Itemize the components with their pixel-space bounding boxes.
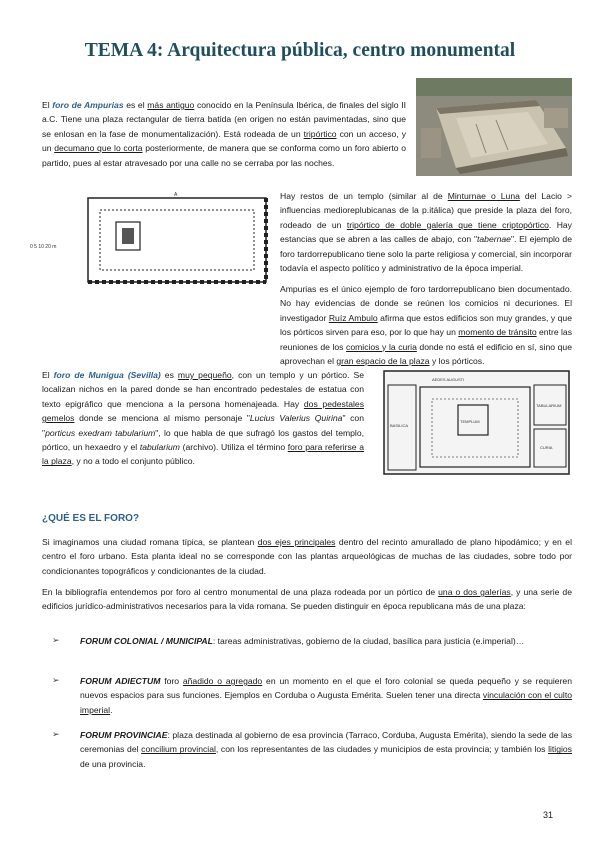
plan2-label-d: TEMPLUM: [460, 419, 480, 424]
page-number: 31: [543, 810, 554, 820]
munigua-forum-plan: [380, 365, 573, 478]
plan2-label-c: CURIA: [540, 445, 553, 450]
paragraph-foro-definition: En la bibliografía entendemos por foro al centro monumental de una plaza rodeada por un pórtico de una o dos galerías, y una serie de edificios jurídico-administrativos necesarios para la vida romana. Se pueden distinguir en época republicana más de una plaza:: [42, 587, 572, 612]
ampurias-aerial-photo: [416, 78, 572, 176]
bullet-forum-adiectum: FORUM ADIECTUM foro añadido o agregado en un momento en el que el foro colonial se queda pequeño y se requieren nuevos espacios para sus funciones. Ejemplos en Corduba o Augusta Emérita. Suelen tener una directa vinculación con el culto imperial.: [80, 676, 572, 715]
page-title: TEMA 4: Arquitectura pública, centro monumental: [84, 40, 516, 61]
bullet-marker: ➢: [52, 729, 60, 739]
section-heading: ¿QUÉ ES EL FORO?: [42, 513, 140, 524]
plan1-top-label: A: [174, 192, 178, 198]
plan1-scale-label: 0 5 10 20 m: [30, 244, 57, 250]
plan2-label-e: AEDES AUGUSTI: [432, 377, 465, 382]
paragraph-ampurias-intro: El foro de Ampurias es el más antiguo conocido en la Península Ibérica, de finales del siglo II a.C. Tiene una plaza rectangular de tierra batida (en origen no están pavimentadas, sino que se enlosan en la fase de monumentalización). Está rodeada de un tripórtico con un acceso, y un decumano que lo corta posteriormente, de manera que se conforma como un foro abierto o partido, pues al estar atravesado por una calle no se cerraba por las noches.: [42, 100, 406, 168]
plan2-label-a: BASILICA: [390, 423, 409, 428]
ampurias-forum-plan: [28, 190, 278, 288]
paragraph-ampurias-temple: Hay restos de un templo (similar al de Minturnae o Luna del Lacio > influencias medioreplubicanas de la p.itálica) que preside la plaza del foro, rodeado de un tripórtico de doble galería que tiene criptopórtico. Hay estancias que se abren a las calles de abajo, con "tabernae". El ejemplo de foro tardorrepublicano tiene solo la parte religiosa y comercial, sin incorporar todavía el aspecto político y administrativo de la época imperial.: [280, 191, 572, 274]
paragraph-munigua: El foro de Munigua (Sevilla) es muy pequeño, con un templo y un pórtico. Se localizan nichos en la pared donde se han encontrado pedestales de estatua con texto epigráfico que menciona a la persona homenajeada. Hay dos pedestales gemelos donde se menciona al mismo personaje "Lucius Valerius Quirina" con "porticus exedram tabularium", lo que habla de que sufragó los gastos del templo, pórtico, un hexaedro y el tabularium (archivo). Utiliza el término foro para referirse a la plaza, y no a todo el conjunto público.: [42, 370, 365, 467]
paragraph-ampurias-documented: Ampurias es el único ejemplo de foro tardorrepublicano bien documentado. No hay evidencias de donde se reúnen los comicios ni decuriones. El investigador Ruíz Ambulo afirma que estos edificios son muy grandes, y que los pórticos sirven para eso, por lo que hay un momento de tránsito entre las reuniones de los comicios y la curia donde no está el edificio en sí, sino que aprovechan el gran espacio de la plaza y los pórticos.: [280, 284, 572, 367]
bullet-marker: ➢: [52, 635, 60, 645]
bullet-forum-colonial: FORUM COLONIAL / MUNICIPAL: tareas administrativas, gobierno de la ciudad, basílica para justicia (e.imperial)…: [80, 636, 525, 646]
bullet-marker: ➢: [52, 675, 60, 685]
bullet-forum-provinciae: FORUM PROVINCIAE: plaza destinada al gobierno de esa provincia (Tarraco, Corduba, Augusta Emérita), siendo la sede de las ceremonias del concilium provincial, con los representantes de las ciudades y municipios de esta provincia; y también los litigios de una provincia.: [80, 730, 573, 769]
plan2-label-b: TABULARIUM: [536, 403, 562, 408]
paragraph-roman-city: Si imaginamos una ciudad romana típica, se plantean dos ejes principales dentro del recinto amurallado de plano hipodámico; y en el centro el foro urbano. Esta planta ideal no se corresponde con las plantas arqueológicas de muchas de las ciudades, sobre todo por condicionantes topográficos y condicionantes de la ciudad.: [42, 537, 572, 576]
